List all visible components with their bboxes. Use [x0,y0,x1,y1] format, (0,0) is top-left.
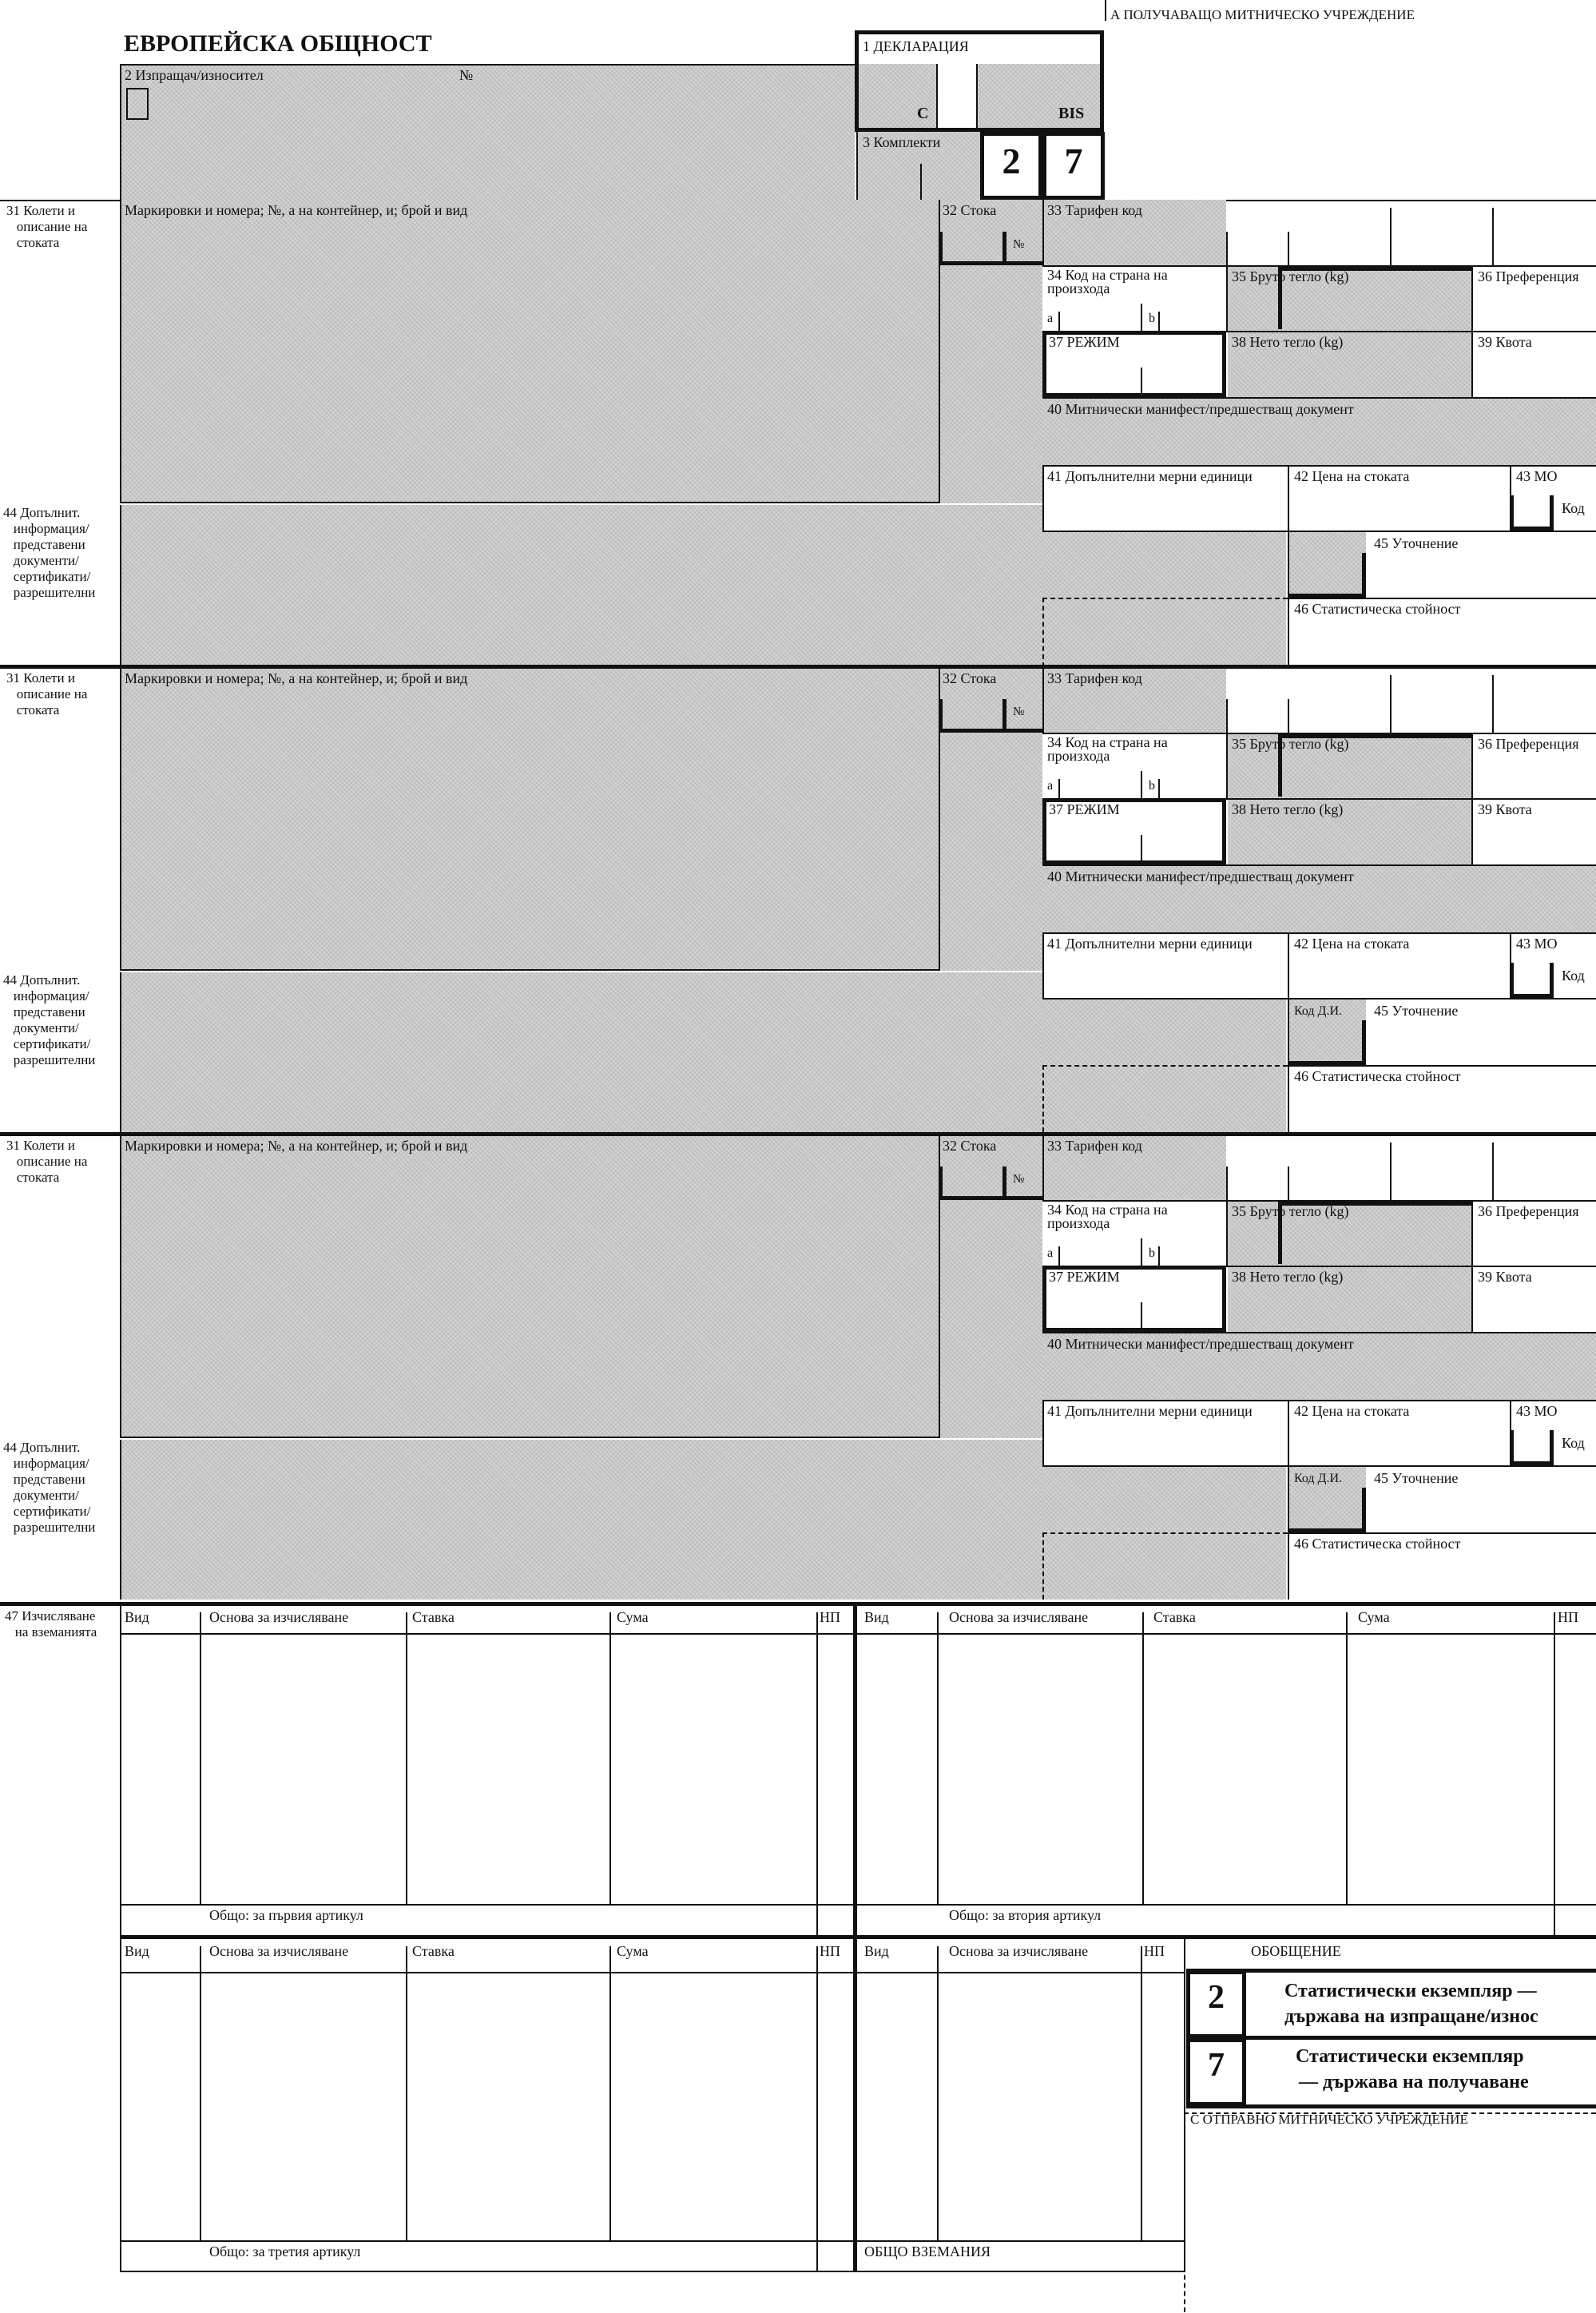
col-vid: Вид [864,1943,889,1959]
marks-description-field[interactable] [120,200,939,503]
b34-b-tick [1158,312,1160,331]
b46-label: 46 Статистическа стойност [1294,1536,1461,1552]
calc-header-line-3 [120,1972,853,1973]
b31-label: 31 Колети и описание на стоката [6,1138,88,1185]
b32-label: 32 Стока [943,1138,997,1154]
col-vid: Вид [864,1609,889,1625]
b34-b: b [1149,779,1155,793]
form-title: ЕВРОПЕЙСКА ОБЩНОСТ [124,30,432,57]
b45-bottom [1288,1065,1596,1067]
col-np: НП [1144,1943,1165,1959]
copy2-line1: Статистически екземпляр — [1284,1981,1537,2001]
copy-box-bottom [1186,2104,1596,2108]
b33-tick-1 [1226,699,1228,733]
b42-label: 42 Цена на стоката [1294,936,1410,952]
b34-a-tick [1058,779,1060,798]
b46-left [1288,1467,1289,1600]
b34-b-tick [1158,1246,1160,1266]
b41-left [1042,465,1044,531]
box1-divider-2 [976,64,978,128]
col-stavka: Ставка [1153,1609,1196,1625]
col-suma: Сума [617,1943,649,1959]
col-vid-divider [200,1612,201,1904]
kod-di-label: Код Д.И. [1294,1004,1343,1018]
b43-code-field[interactable] [1510,963,1554,998]
b34-label: 34 Код на страна на произхода [1047,267,1168,296]
col-osnova: Основа за изчисляване [949,1609,1089,1625]
total-2-np-divider [1554,1904,1555,1936]
b32-label: 32 Стока [943,670,997,686]
b45-label: 45 Уточнение [1374,1470,1459,1486]
calc-total-line-4 [855,2240,1184,2242]
b43-label: 43 МО [1516,1403,1558,1419]
b41-left [1042,1400,1044,1465]
b43-left [1510,465,1511,495]
total-1-np-divider [816,1904,818,1936]
b41-label: 41 Допълнителни мерни единици [1047,936,1253,952]
box2-small-square [126,88,149,120]
b39-label: 39 Квота [1478,801,1532,817]
b40-label: 40 Митнически манифест/предшестващ документ [1047,401,1354,417]
col-osnova-divider [1141,1946,1142,2240]
box2-exporter[interactable] [120,64,855,200]
col-vid-divider [200,1946,201,2240]
kod-di-box [1288,553,1366,598]
b47-label: 47 Изчисляване на вземанията [5,1608,97,1639]
b33-tick-1 [1226,232,1228,265]
box1-divider-1 [936,64,938,128]
copy-box-top [1186,1969,1596,1973]
b34-a-tick [1058,312,1060,331]
b36-label: 36 Преференция [1478,1203,1579,1219]
b43-left [1510,932,1511,963]
b33-tick-1 [1226,1166,1228,1200]
b32-no-label: № [1013,238,1025,251]
b44-dashed-top [1042,1532,1288,1534]
b33-label: 33 Тарифен код [1047,202,1142,218]
b33-tick-4 [1492,208,1494,265]
b40-label: 40 Митнически манифест/предшестващ документ [1047,1336,1354,1352]
b37-label: 37 РЕЖИМ [1049,1269,1120,1285]
col-osnova-divider [406,1612,407,1904]
b34-mid-tick [1141,304,1142,331]
col-osnova: Основа за изчисляване [209,1609,349,1625]
b43-code-label: Код [1562,1435,1585,1451]
calc-bottom-line [120,2271,1184,2272]
b45-label: 45 Уточнение [1374,535,1459,551]
b46-label: 46 Статистическа стойност [1294,601,1461,617]
b40-bottom [1042,1400,1596,1401]
b45-bottom [1288,1532,1596,1534]
item-block-2 [0,669,1596,1136]
item-block-1 [0,200,1596,667]
item3-bottom-rule [0,1602,1596,1606]
b44-label: 44 Допълнит. информация/ представени документи/ сертификати/ разрешителни [3,1440,96,1535]
box1-c-mark: С [917,105,929,122]
b44-additional-info-field[interactable] [120,1440,1042,1600]
calc-total-line-3 [120,2240,853,2242]
copy2-line2: държава на изпращане/износ [1284,2006,1538,2027]
b43-code-label: Код [1562,500,1585,516]
kod-di-box [1288,1488,1366,1532]
b44-dashed-left [1042,598,1044,667]
box1-label: 1 ДЕКЛАРАЦИЯ [863,38,969,54]
col-stavka-divider [1346,1612,1348,1904]
box2-label: 2 Изпращач/износител [125,67,264,83]
total-1: Общо: за първия артикул [209,1907,363,1923]
b32-label: 32 Стока [943,202,997,218]
b42-left [1288,465,1289,531]
b34-mid-tick [1141,1238,1142,1266]
b38-label: 38 Нето тегло (kg) [1232,801,1344,817]
b42-label: 42 Цена на стоката [1294,1403,1410,1419]
col-stavka-divider [609,1946,611,2240]
total-2: Общо: за втория артикул [949,1907,1102,1923]
copy2-digit: 2 [1208,1979,1225,2016]
b34-label: 34 Код на страна на произхода [1047,1202,1168,1231]
b43-code-field[interactable] [1510,1430,1554,1465]
calc-header-line-2 [855,1633,1596,1635]
marks-label: Маркировки и номера; №, а на контейнер, и; брой и вид [125,670,468,686]
b43-label: 43 МО [1516,468,1558,484]
item-block-3 [0,1136,1596,1604]
b46-left [1288,1000,1289,1132]
col-np: НП [820,1609,840,1625]
copy7-line1: Статистически екземпляр [1296,2046,1524,2067]
b43-left [1510,1400,1511,1430]
box-a-label: А ПОЛУЧАВАЩО МИТНИЧЕСКО УЧРЕЖДЕНИЕ [1110,7,1415,22]
b36-label: 36 Преференция [1478,736,1579,752]
b46-label: 46 Статистическа стойност [1294,1068,1461,1084]
b33-label: 33 Тарифен код [1047,670,1142,686]
b43-code-field[interactable] [1510,495,1554,531]
col-osnova: Основа за изчисляване [209,1943,349,1959]
calc-header-line [120,1633,853,1635]
marks-description-field[interactable] [120,669,939,971]
b44-label: 44 Допълнит. информация/ представени документи/ сертификати/ разрешителни [3,505,96,600]
box-a-border [1105,0,1106,21]
col-suma-divider [816,1612,818,1904]
b33-tick-4 [1492,1143,1494,1200]
b43-label: 43 МО [1516,936,1558,952]
b33-tick-3 [1390,675,1392,733]
b44-additional-info-field[interactable] [120,972,1042,1132]
col-vid: Вид [125,1943,149,1959]
col-suma-divider [1554,1612,1555,1904]
col-suma: Сума [1358,1609,1390,1625]
b35-thick-corner [1278,1202,1471,1264]
b44-dashed-top [1042,598,1288,599]
b36-label: 36 Преференция [1478,268,1579,284]
col-suma: Сума [617,1609,649,1625]
b33-tick-2 [1288,699,1289,733]
b44-additional-info-field[interactable] [120,505,1042,667]
b33-tick-2 [1288,232,1289,265]
col-np: НП [820,1943,840,1959]
b33-tick-4 [1492,675,1494,733]
b42-label: 42 Цена на стоката [1294,468,1410,484]
calc-total-line [120,1904,853,1906]
b40-bottom [1042,932,1596,934]
col-vid-divider [937,1612,939,1904]
col-stavka: Ставка [412,1609,455,1625]
col-np: НП [1558,1609,1578,1625]
b43-code-label: Код [1562,968,1585,984]
b35-label: 35 Бруто тегло (kg) [1232,1203,1349,1219]
box-c-field[interactable] [1187,2130,1594,2310]
b37-tick [1141,1302,1142,1332]
b33-label: 33 Тарифен код [1047,1138,1142,1154]
b37-label: 37 РЕЖИМ [1049,801,1120,817]
total-3: Общо: за третия артикул [209,2243,361,2259]
b34-a: a [1047,312,1054,325]
b33-tick-3 [1390,1143,1392,1200]
box3-label: 3 Комплекти [863,134,941,150]
b46-left [1288,532,1289,667]
b34-a-tick [1058,1246,1060,1266]
box2-number-label: № [459,67,474,83]
b39-label: 39 Квота [1478,334,1532,350]
b40-label: 40 Митнически манифест/предшестващ документ [1047,868,1354,884]
b31-label: 31 Колети и описание на стоката [6,670,88,717]
marks-label: Маркировки и номера; №, а на контейнер, и; брой и вид [125,202,468,218]
b34-a: a [1047,1246,1054,1260]
copy-digit-1: 2 [1002,141,1021,181]
b38-label: 38 Нето тегло (kg) [1232,334,1344,350]
b45-label: 45 Уточнение [1374,1003,1459,1019]
copy-box-mid [1186,2036,1596,2040]
total-all: ОБЩО ВЗЕМАНИЯ [864,2243,991,2259]
b44-dashed-top [1042,1065,1288,1067]
col-stavka: Ставка [412,1943,455,1959]
b33-tick-2 [1288,1166,1289,1200]
col-osnova-divider [1142,1612,1144,1904]
calc-mid-divider-2 [853,1938,857,2272]
b32-no-label: № [1013,1173,1025,1186]
summary-label: ОБОБЩЕНИЕ [1251,1943,1341,1959]
col-suma-divider [816,1946,818,2272]
b34-b: b [1149,312,1155,325]
box3-tick [920,164,922,200]
col-vid: Вид [125,1609,149,1625]
b45-bottom [1288,598,1596,599]
box-c-label: С ОТПРАВНО МИТНИЧЕСКО УЧРЕЖДЕНИЕ [1190,2112,1468,2127]
b41-label: 41 Допълнителни мерни единици [1047,468,1253,484]
copy-digit-2: 7 [1064,141,1083,181]
b39-label: 39 Квота [1478,1269,1532,1285]
copy7-line2: — държава на получаване [1299,2072,1529,2092]
box1-bis-mark: BIS [1058,105,1085,122]
calc-mid-divider [853,1606,857,1937]
b31-label: 31 Колети и описание на стоката [6,203,88,250]
col-stavka-divider [609,1612,611,1904]
b41-label: 41 Допълнителни мерни единици [1047,1403,1253,1419]
b42-left [1288,932,1289,998]
calc-mid-rule [120,1935,1596,1939]
b35-thick-corner [1278,734,1471,797]
b44-dashed-left [1042,1065,1044,1132]
b35-thick-corner [1278,267,1471,329]
col-vid-divider [937,1946,939,2240]
calc-total-line-2 [855,1904,1596,1906]
b44-right-area[interactable] [1042,532,1286,667]
b38-label: 38 Нето тегло (kg) [1232,1269,1344,1285]
marks-description-field[interactable] [120,1136,939,1438]
b32-item-number-field[interactable] [939,1166,1002,1200]
b37-label: 37 РЕЖИМ [1049,334,1120,350]
b44-dashed-left [1042,1532,1044,1600]
b34-b: b [1149,1246,1155,1260]
copy7-digit: 7 [1208,2047,1225,2084]
marks-label: Маркировки и номера; №, а на контейнер, и; брой и вид [125,1138,468,1154]
col-osnova-divider [406,1946,407,2240]
b32-item-number-field[interactable] [939,232,1002,265]
b35-label: 35 Бруто тегло (kg) [1232,736,1349,752]
b32-item-number-field[interactable] [939,699,1002,733]
box-c-dashed-left [1184,2112,1185,2312]
b34-mid-tick [1141,771,1142,798]
kod-di-label: Код Д.И. [1294,1472,1343,1485]
b35-label: 35 Бруто тегло (kg) [1232,268,1349,284]
b34-a: a [1047,779,1054,793]
b44-label: 44 Допълнит. информация/ представени документи/ сертификати/ разрешителни [3,972,96,1067]
b33-tick-3 [1390,208,1392,265]
b41-left [1042,932,1044,998]
b40-bottom [1042,465,1596,467]
calc-header-line-4 [855,1972,1184,1973]
b34-b-tick [1158,779,1160,798]
kod-di-box [1288,1020,1366,1065]
b34-label: 34 Код на страна на произхода [1047,734,1168,764]
b37-tick [1141,835,1142,864]
b37-tick [1141,368,1142,397]
b32-no-label: № [1013,705,1025,718]
col-osnova: Основа за изчисляване [949,1943,1089,1959]
b42-left [1288,1400,1289,1465]
